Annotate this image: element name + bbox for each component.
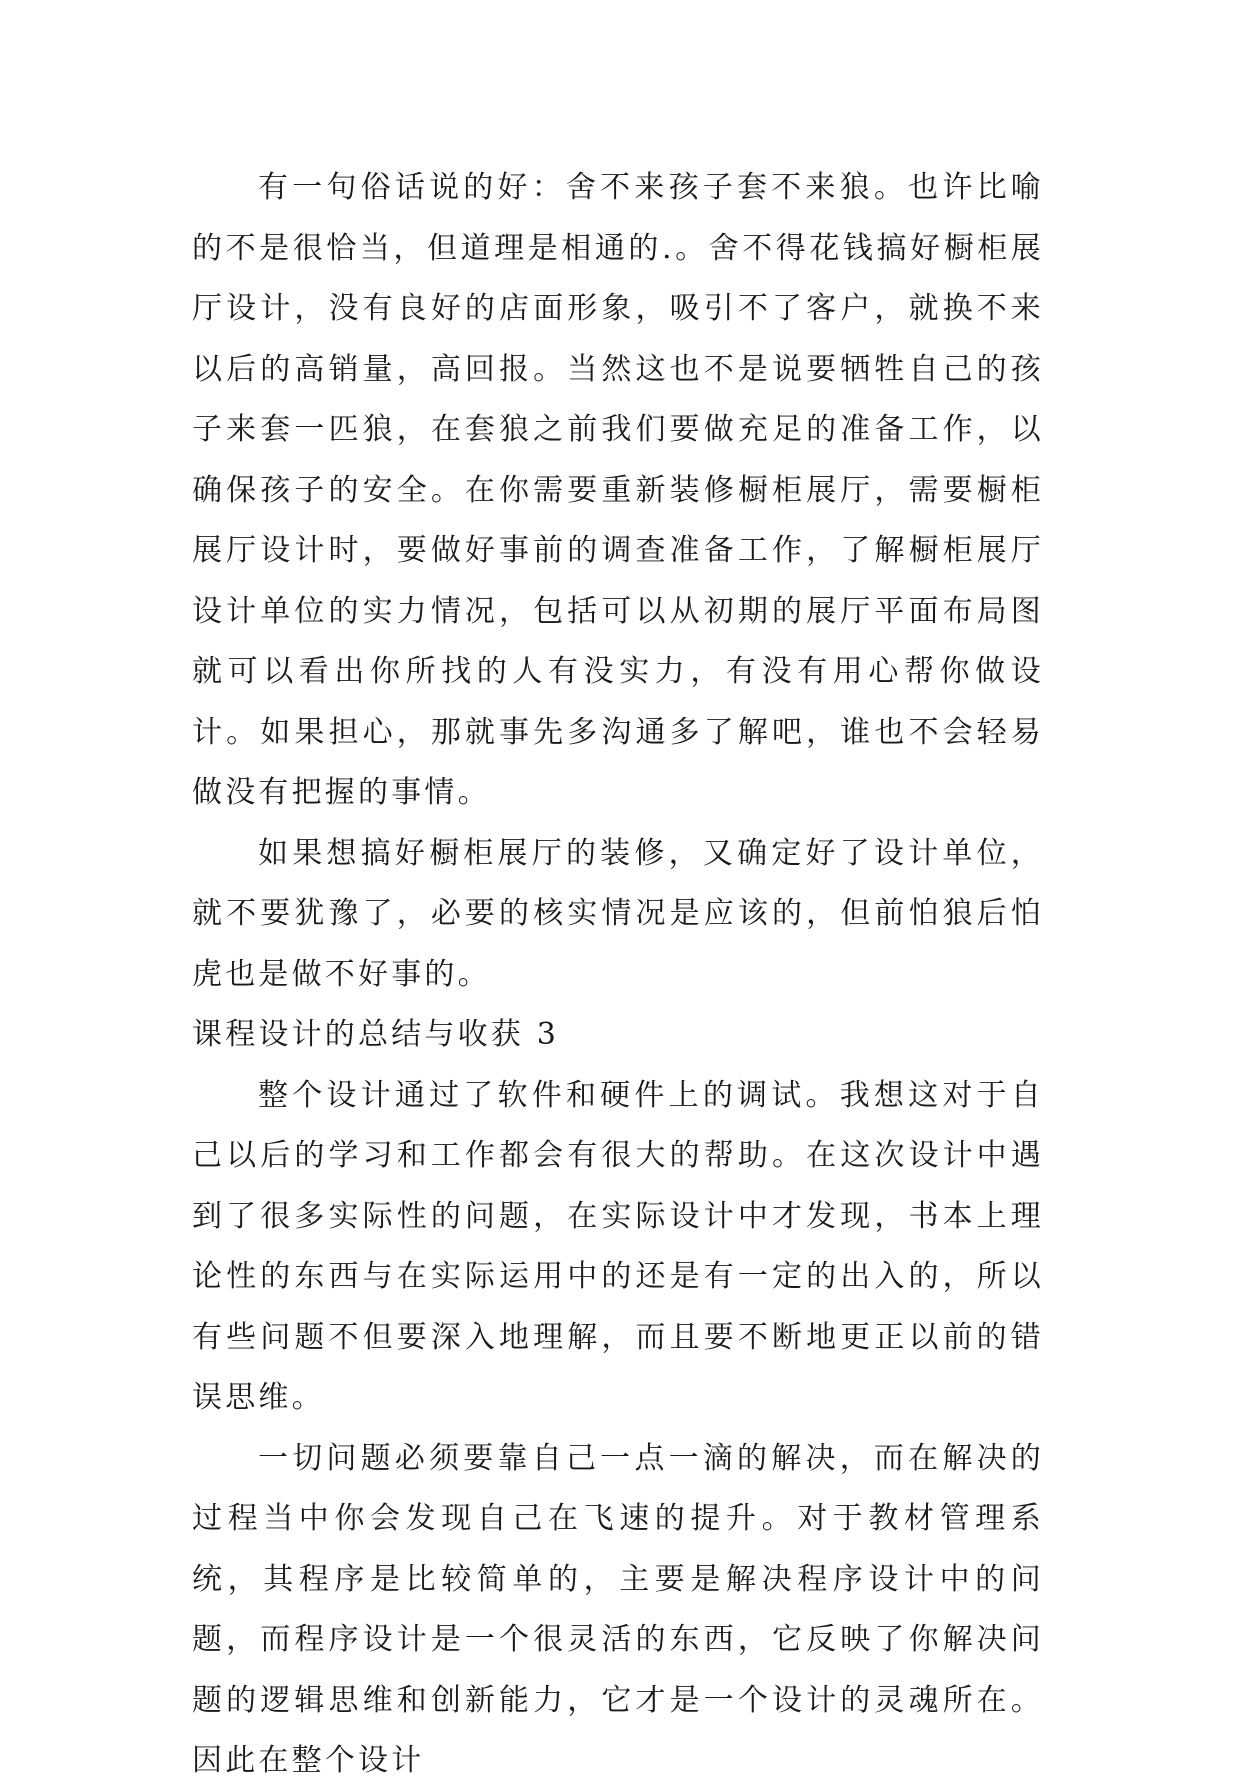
paragraph-1: 有一句俗话说的好：舍不来孩子套不来狼。也许比喻的不是很恰当，但道理是相通的.。舍不得花钱搞好橱柜展厅设计，没有良好的店面形象，吸引不了客户，就换不来以后的高销量，高回报。当然这也不是说要牺牲自己的孩子来套一匹狼，在套狼之前我们要做充足的准备工作，以确保孩子的安全。在你需要重新装修橱柜展厅，需要橱柜展厅设计时，要做好事前的调查准备工作，了解橱柜展厅设计单位的实力情况，包括可以从初期的展厅平面布局图就可以看出你所找的人有没实力，有没有用心帮你做设计。如果担心，那就事先多沟通多了解吧，谁也不会轻易做没有把握的事情。 [192, 170, 1044, 810]
section-heading: 课程设计的总结与收获 3 [192, 1017, 560, 1052]
paragraph-3: 整个设计通过了软件和硬件上的调试。我想这对于自己以后的学习和工作都会有很大的帮助。在这次设计中遇到了很多实际性的问题，在实际设计中才发现，书本上理论性的东西与在实际运用中的还是有一定的出入的，所以有些问题不但要深入地理解，而且要不断地更正以前的错误思维。 [192, 1077, 1044, 1415]
paragraph-2: 如果想搞好橱柜展厅的装修，又确定好了设计单位，就不要犹豫了，必要的核实情况是应该的，但前怕狼后怕虎也是做不好事的。 [192, 835, 1044, 992]
document-body [192, 158, 1044, 1792]
paragraph-4: 一切问题必须要靠自己一点一滴的解决，而在解决的过程当中你会发现自己在飞速的提升。对于教材管理系统，其程序是比较简单的，主要是解决程序设计中的问题，而程序设计是一个很灵活的东西，它反映了你解决问题的逻辑思维和创新能力，它才是一个设计的灵魂所在。因此在整个设计 [192, 1440, 1044, 1778]
